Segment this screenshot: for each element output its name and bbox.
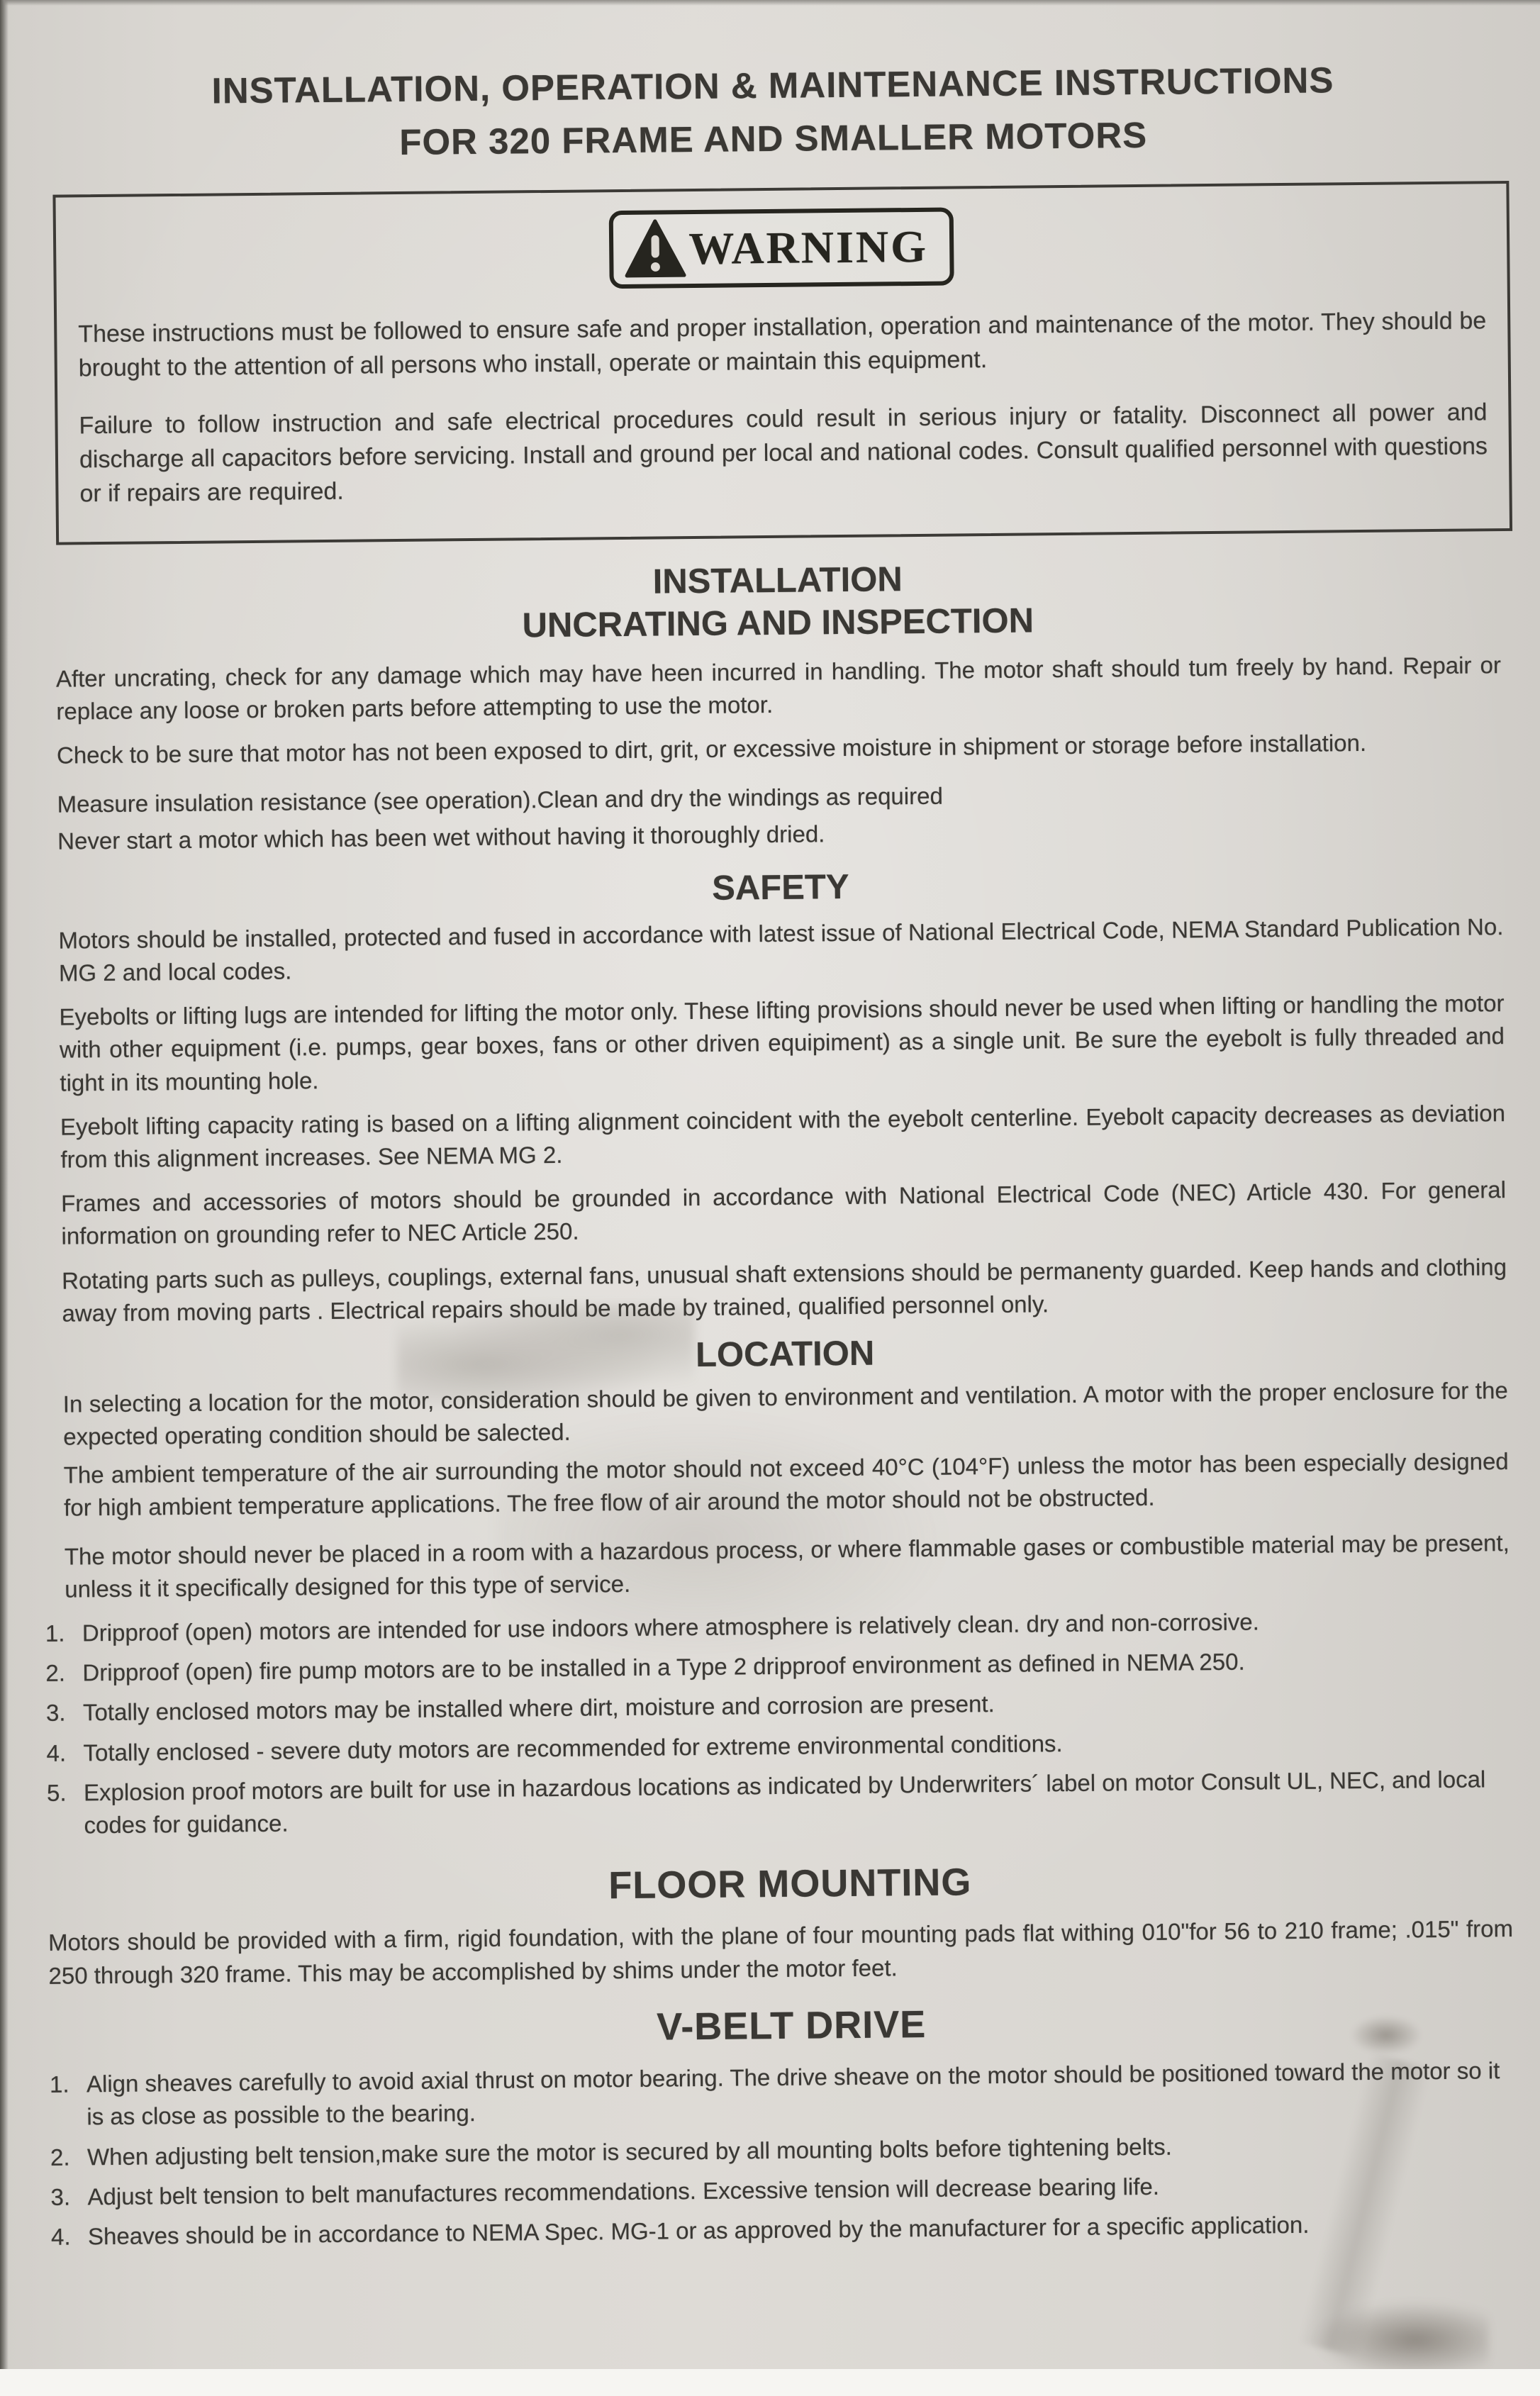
list-item xyxy=(50,2054,1515,2134)
paragraph: Motors should be installed, protected and fused in accordance with latest issue of National Electrical Code, NEMA Standard Publication No. MG 2 and local codes. xyxy=(58,913,1504,986)
paragraph: Frames and accessories of motors should be grounded in accordance with National Electrical Code (NEC) Article 430. For general information on grounding refer to NEC Article 250. xyxy=(60,1176,1507,1249)
section-heading-installation: INSTALLATION xyxy=(652,560,903,601)
warning-badge-row xyxy=(77,203,1486,294)
paragraph: Eyebolts or lifting lugs are intended for lifting the motor only. These lifting provisions should never be used when lifting or handling the motor with other equipment (i.e. pumps, gear boxes, fans or other driven equipiment) as a single unit. Be sure the eyebolt is fully threaded and tight in its mounting hole. xyxy=(59,990,1505,1096)
section-heading-floor-mounting: FLOOR MOUNTING xyxy=(608,1861,972,1907)
list-item-number: 2. xyxy=(50,2144,70,2171)
list-item-text: Dripproof (open) fire pump motors are to be installed in a Type 2 dripproof environment as defined in NEMA 250. xyxy=(82,1648,1245,1686)
list-item xyxy=(51,2207,1516,2253)
list-item-number: 3. xyxy=(50,2183,71,2210)
section-heading-v-belt-drive: V-BELT DRIVE xyxy=(656,2002,927,2049)
list-item-number: 1. xyxy=(49,2071,69,2098)
list-item-text: Adjust belt tension to belt manufactures recommendations. Excessive tension will decrease bearing life. xyxy=(87,2173,1160,2210)
paragraph: Never start a motor which has been wet without having it thoroughly dried. xyxy=(57,820,825,854)
list-item-text: Dripproof (open) motors are intended for use indoors where atmosphere is relatively clean. dry and non-corrosive. xyxy=(82,1608,1259,1646)
warning-paragraph-1: These instructions must be followed to ensure safe and proper installation, operation and maintenance of the motor. They should be brought to the attention of all persons who install, operate or maintain this equipment. xyxy=(78,307,1487,382)
list-item xyxy=(50,2127,1515,2174)
list-item-number: 4. xyxy=(50,2223,71,2250)
location-list xyxy=(45,1603,1512,1842)
section-heading-safety: SAFETY xyxy=(711,867,849,908)
title-line-1: INSTALLATION, OPERATION & MAINTENANCE INSTRUCTIONS xyxy=(211,60,1334,111)
list-item-number: 4. xyxy=(46,1739,67,1766)
paragraph: Eyebolt lifting capacity rating is based on a lifting alignment coincident with the eyebolt centerline. Eyebolt capacity decreases as deviation from this alignment increases. See NEMA MG 2. xyxy=(60,1099,1506,1173)
list-item-number: 2. xyxy=(45,1659,66,1686)
list-item-number: 1. xyxy=(45,1620,65,1646)
paragraph: In selecting a location for the motor, consideration should be given to environment and ventilation. A motor with the proper enclosure for the expected operating condition should be salected. xyxy=(62,1376,1508,1450)
paragraph: Check to be sure that motor has not been exposed to dirt, grit, or excessive moisture in shipment or storage before installation. xyxy=(56,730,1367,769)
list-item xyxy=(46,1723,1511,1770)
warning-triangle-icon xyxy=(625,218,686,280)
list-item-number: 5. xyxy=(46,1779,67,1806)
list-item-text: When adjusting belt tension,make sure the motor is secured by all mounting bolts before tightening belts. xyxy=(87,2133,1172,2170)
list-item xyxy=(50,2167,1515,2214)
warning-box xyxy=(52,181,1512,545)
warning-badge xyxy=(609,208,954,289)
v-belt-list xyxy=(50,2054,1516,2253)
section-heading-location: LOCATION xyxy=(695,1334,875,1374)
document-title xyxy=(50,58,1496,167)
paragraph: After uncrating, check for any damage which may have heen incurred in handling. The motor shaft should tum freely by hand. Repair or replace any loose or broken parts before attempting to use the motor. xyxy=(55,652,1502,725)
section-heading-uncrating: UNCRATING AND INSPECTION xyxy=(522,601,1034,645)
list-item-text: Totally enclosed - severe duty motors are recommended for extreme environmental conditions. xyxy=(83,1729,1063,1766)
paragraph: Measure insulation resistance (see operation).Clean and dry the windings as required xyxy=(57,782,943,818)
warning-badge-label: WARNING xyxy=(688,221,929,274)
list-item-number: 3. xyxy=(45,1699,66,1727)
list-item xyxy=(45,1603,1510,1650)
title-line-2: FOR 320 FRAME AND SMALLER MOTORS xyxy=(399,114,1148,162)
paragraph: Rotating parts such as pulleys, couplings, external fans, unusual shaft extensions should be permanenty guarded. Keep hands and clothing away from moving parts . Electrical repairs should be made by trained, qualified personnel only. xyxy=(61,1253,1507,1327)
list-item-text: Align sheaves carefully to avoid axial thrust on motor bearing. The drive sheave on the motor should be positioned toward the motor so it is as close as possible to the bearing. xyxy=(86,2057,1500,2130)
list-item xyxy=(45,1643,1510,1690)
paragraph: The motor should never be placed in a room with a hazardous process, or where flammable gases or combustible material may be present, unless it it specifically designed for this type of service. xyxy=(64,1529,1510,1603)
paragraph: The ambient temperature of the air surrounding the motor should not exceed 40°C (104°F) unless the motor has been especially designed for high ambient temperature applications. The free flow of air around the motor should not be obstructed. xyxy=(63,1448,1509,1521)
list-item-text: Sheaves should be in accordance to NEMA Spec. MG-1 or as approved by the manufacturer for a specific application. xyxy=(87,2211,1310,2250)
list-item-text: Totally enclosed motors may be installed where dirt, moisture and corrosion are present. xyxy=(82,1690,995,1726)
warning-paragraph-2: Failure to follow instruction and safe electrical procedures could result in serious injury or fatality. Disconnect all power and discharge all capacitors before servicing. Install and ground per local and national codes. Consult qualified personnel with questions or if repairs are required. xyxy=(79,399,1488,507)
paragraph: Motors should be provided with a firm, rigid foundation, with the plane of four mounting pads flat withing 010"for 56 to 210 frame; .015" from 250 through 320 frame. This may be accomplished by shims under the motor feet. xyxy=(48,1915,1514,1989)
scan-bottom-strip xyxy=(0,2369,1540,2396)
list-item xyxy=(47,1763,1512,1842)
list-item-text: Explosion proof motors are built for use in hazardous locations as indicated by Underwriters´ label on motor Consult UL, NEC, and local codes for guidance. xyxy=(83,1766,1486,1839)
list-item xyxy=(46,1683,1511,1729)
